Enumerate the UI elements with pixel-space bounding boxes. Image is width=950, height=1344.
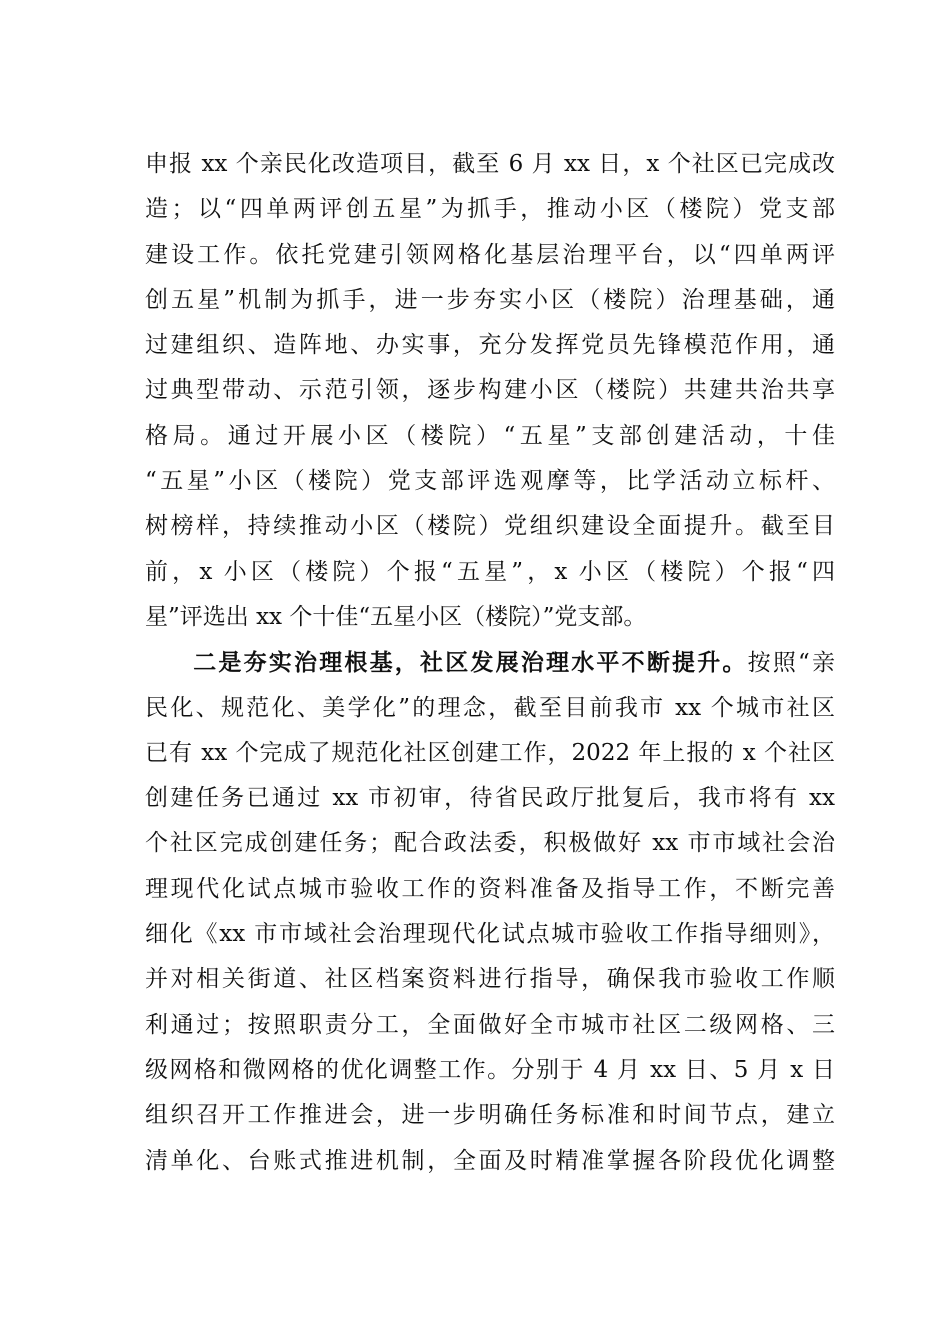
- text-line: 造；以“四单两评创五星”为抓手，推动小区（楼院）党支部: [145, 196, 835, 223]
- text-line: 创建任务已通过 xx 市初审，待省民政厅批复后，我市将有 xx: [145, 785, 835, 812]
- text-line: 级网格和微网格的优化调整工作。分别于 4 月 xx 日、5 月 x 日: [145, 1056, 835, 1083]
- text-line: 建设工作。依托党建引领网格化基层治理平台，以“四单两评: [145, 241, 835, 268]
- text-line: 民化、规范化、美学化”的理念，截至目前我市 xx 个城市社区: [145, 694, 835, 721]
- text-line-first: [145, 640, 835, 685]
- text-line: 并对相关街道、社区档案资料进行指导，确保我市验收工作顺: [145, 966, 835, 993]
- text-line: 申报 xx 个亲民化改造项目，截至 6 月 xx 日，x 个社区已完成改: [145, 151, 835, 177]
- text-line: 理现代化试点城市验收工作的资料准备及指导工作，不断完善: [145, 875, 835, 902]
- paragraph-1: [145, 142, 835, 640]
- text-line: 细化《xx 市市域社会治理现代化试点城市验收工作指导细则》，: [145, 921, 835, 948]
- text-line: “五星”小区（楼院）党支部评选观摩等，比学活动立标杆、: [145, 468, 835, 495]
- text-line: 个社区完成创建任务；配合政法委，积极做好 xx 市市域社会治: [145, 830, 835, 857]
- text-line: 格局。通过开展小区（楼院）“五星”支部创建活动，十佳: [145, 422, 835, 449]
- text-line: 清单化、台账式推进机制，全面及时精准掌握各阶段优化调整: [145, 1147, 835, 1174]
- paragraph-2: [145, 640, 835, 1184]
- paragraph-lead-heading: 二是夯实治理根基，社区发展治理水平不断提升。: [191, 649, 748, 677]
- text-line: 树榜样，持续推动小区（楼院）党组织建设全面提升。截至目: [145, 513, 835, 540]
- text-line: 星”评选出 xx 个十佳“五星小区（楼院）”党支部。: [145, 603, 647, 630]
- text-line: 已有 xx 个完成了规范化社区创建工作，2022 年上报的 x 个社区: [145, 739, 835, 766]
- text-line: 组织召开工作推进会，进一步明确任务标准和时间节点，建立: [145, 1102, 835, 1129]
- text-line: 创五星”机制为抓手，进一步夯实小区（楼院）治理基础，通: [145, 286, 835, 313]
- text-line: 利通过；按照职责分工，全面做好全市城市社区二级网格、三: [145, 1011, 835, 1038]
- text-line: 过典型带动、示范引领，逐步构建小区（楼院）共建共治共享: [145, 377, 835, 404]
- text-line: 过建组织、造阵地、办实事，充分发挥党员先锋模范作用，通: [145, 332, 835, 359]
- text-line: 前，x 小区（楼院）个报“五星”，x 小区（楼院）个报“四: [145, 558, 835, 585]
- text-fragment: 按照“亲: [747, 650, 836, 677]
- document-body: [145, 142, 835, 1184]
